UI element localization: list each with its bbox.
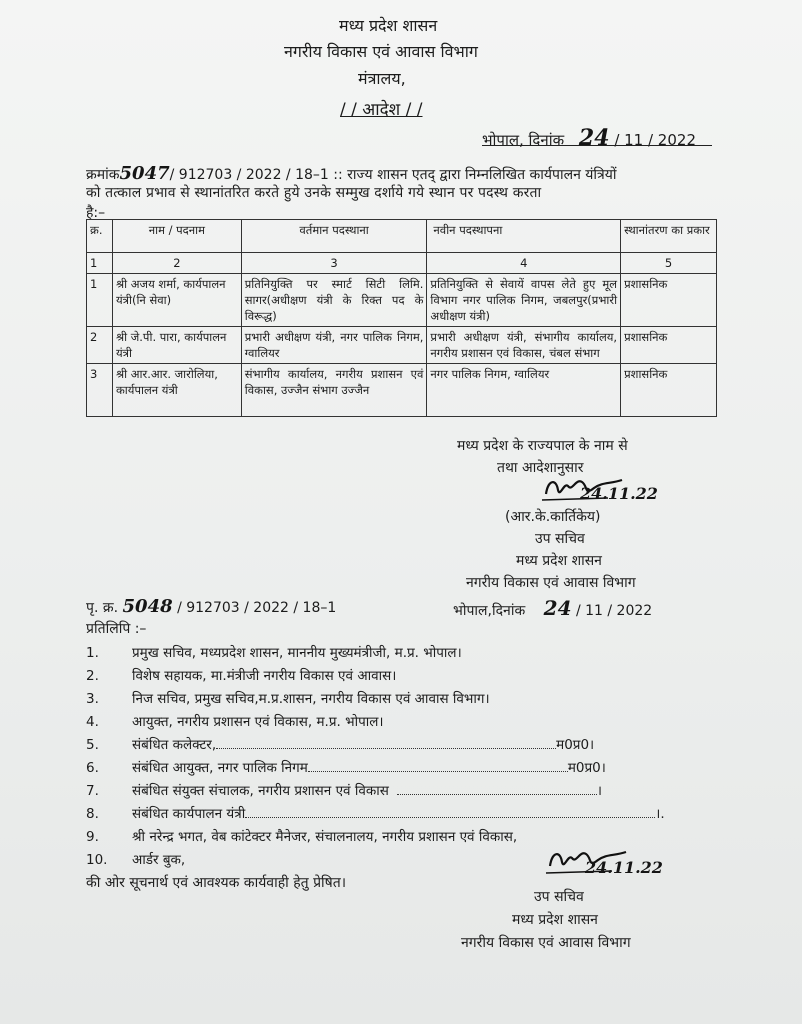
order-ref: / 912703 / 2022 / 18–1 [169,167,329,183]
list-num: 9. [86,829,99,845]
intro-line-1 [86,163,617,184]
list-text: संबंधित संयुक्त संचालक, नगरीय प्रशासन एवं विकास [132,783,389,799]
list-text: आर्डर बुक, [132,852,186,868]
list-item [86,735,594,753]
cell-new: प्रभारी अधीक्षण यंत्री, संभागीय कार्यालय, नगरीय प्रशासन एवं विकास, चंबल संभाग [427,327,621,364]
list-item [86,643,462,661]
header-ministry: मंत्रालय, [358,69,406,88]
cell-current: संभागीय कार्यालय, नगरीय प्रशासन एवं विकास, उज्जैन संभाग उज्जैन [241,364,427,417]
list-text: श्री नरेन्द्र भगत, वेब कांटेक्टर मैनेजर, संचालनालय, नगरीय प्रशासन एवं विकास, [132,829,518,845]
list-item [86,758,606,776]
table-colnum-row [87,253,717,274]
table-header: क्र. [87,220,113,253]
dateline-underline [482,145,712,146]
endorsement-date-label: भोपाल,दिनांक [453,603,526,619]
list-text: संबंधित कलेक्टर, [132,737,217,753]
officer-post: उप सचिव [535,531,585,547]
table-colnum: 3 [241,253,427,274]
list-num: 3. [86,691,99,707]
dateline [482,125,696,151]
intro-line-2: को तत्काल प्रभाव से स्थानांतरित करते हुये उनके सम्मुख दर्शाये गये स्थान पर पदस्थ करता [86,185,542,201]
intro-text-1: :: राज्य शासन एतद् द्वारा निम्नलिखित कार्यपालन यंत्रियों [333,167,617,183]
copy-closing: की ओर सूचनार्थ एवं आवश्यक कार्यवाही हेतु प्रेषित। [86,875,347,891]
list-num: 2. [86,668,99,684]
endorsement-line [86,596,336,617]
fill-dots [397,784,597,795]
table-header: नवीन पदस्थापना [427,220,621,253]
list-text: निज सचिव, प्रमुख सचिव,म.प्र.शासन, नगरीय विकास एवं आवास विभाग। [132,691,490,707]
table-row [87,364,717,417]
cell-sn: 1 [87,274,113,327]
cell-name: श्री आर.आर. जारोलिया, कार्यपालन यंत्री [112,364,241,417]
dateline-label: भोपाल, दिनांक [482,131,565,149]
list-item [86,827,517,845]
list-tail: ।. [655,806,665,822]
list-item [86,712,384,730]
table-colnum: 2 [112,253,241,274]
officer-office-1: मध्य प्रदेश शासन [516,553,602,569]
list-num: 1. [86,645,99,661]
list-tail: म0प्र0। [556,737,595,753]
intro-line-3: है:– [86,205,106,221]
dateline-day: 24 [578,125,610,151]
cell-new: प्रतिनियुक्ति से सेवायें वापस लेते हुए मूल विभाग नगर पालिक निगम, जबलपुर(प्रभारी अधीक्षण यंत्री) [427,274,621,327]
cell-sn: 2 [87,327,113,364]
table-row [87,327,717,364]
copy-label: प्रतिलिपि :– [86,621,147,637]
list-item [86,781,602,799]
officer-office-2: नगरीय विकास एवं आवास विभाग [466,575,636,591]
list-item [86,850,185,868]
list-tail: । [596,783,602,799]
list-num: 10. [86,852,108,868]
cell-current: प्रभारी अधीक्षण यंत्री, नगर पालिक निगम, ग्वालियर [241,327,427,364]
footer-office-1: मध्य प्रदेश शासन [512,912,598,928]
signature-1-date: 24.11.22 [580,484,658,503]
order-number: 5047 [119,163,170,184]
list-tail: म0प्र0। [567,760,606,776]
governor-line-2: तथा आदेशानुसार [497,460,584,476]
list-text: प्रमुख सचिव, मध्यप्रदेश शासन, माननीय मुख्यमंत्रीजी, म.प्र. भोपाल। [132,645,462,661]
table-colnum: 5 [621,253,717,274]
cell-type: प्रशासनिक [621,274,717,327]
list-num: 7. [86,783,99,799]
list-text: विशेष सहायक, मा.मंत्रीजी नगरीय विकास एवं आवास। [132,668,397,684]
fill-dots [216,738,556,749]
table-colnum: 1 [87,253,113,274]
table-header-row [87,220,717,253]
signature-2-date: 24.11.22 [585,858,663,877]
list-num: 8. [86,806,99,822]
transfer-table [86,219,717,417]
list-item [86,689,490,707]
list-item [86,666,396,684]
cell-name: श्री अजय शर्मा, कार्यपालन यंत्री(नि सेवा) [112,274,241,327]
header-govt: मध्य प्रदेश शासन [339,16,438,35]
list-text: आयुक्त, नगरीय प्रशासन एवं विकास, म.प्र. भोपाल। [132,714,384,730]
cell-name: श्री जे.पी. पारा, कार्यपालन यंत्री [112,327,241,364]
governor-line-1: मध्य प्रदेश के राज्यपाल के नाम से [457,438,628,454]
endorsement-day: 24 [543,596,572,620]
list-num: 6. [86,760,99,776]
header-department: नगरीय विकास एवं आवास विभाग [284,42,478,61]
table-colnum: 4 [427,253,621,274]
dateline-rest: / 11 / 2022 [614,131,696,149]
list-text: संबंधित कार्यपालन यंत्री [132,806,246,822]
list-num: 4. [86,714,99,730]
endorsement-date-rest: / 11 / 2022 [575,603,653,619]
endorsement-prefix: पृ. क्र. [86,600,119,616]
officer-name: (आर.के.कार्तिकेय) [505,509,601,525]
cell-new: नगर पालिक निगम, ग्वालियर [427,364,621,417]
fill-dots [308,761,568,772]
cell-current: प्रतिनियुक्ति पर स्मार्ट सिटी लिमि. सागर(अधीक्षण यंत्री के रिक्त पद के विरूद्ध) [241,274,427,327]
endorsement-date [453,596,652,620]
order-heading: / / आदेश / / [340,100,423,120]
list-item [86,804,665,822]
footer-post: उप सचिव [534,889,584,905]
fill-dots [245,807,655,818]
cell-type: प्रशासनिक [621,364,717,417]
table-header: वर्तमान पदस्थाना [241,220,427,253]
cell-type: प्रशासनिक [621,327,717,364]
table-row [87,274,717,327]
table-header: नाम / पदनाम [112,220,241,253]
table-header: स्थानांतरण का प्रकार [621,220,717,253]
footer-office-2: नगरीय विकास एवं आवास विभाग [461,935,631,951]
order-prefix: क्रमांक [86,167,120,183]
list-text: संबंधित आयुक्त, नगर पालिक निगम [132,760,308,776]
endorsement-number: 5048 [122,596,173,617]
cell-sn: 3 [87,364,113,417]
endorsement-ref: / 912703 / 2022 / 18–1 [177,600,337,616]
list-num: 5. [86,737,99,753]
